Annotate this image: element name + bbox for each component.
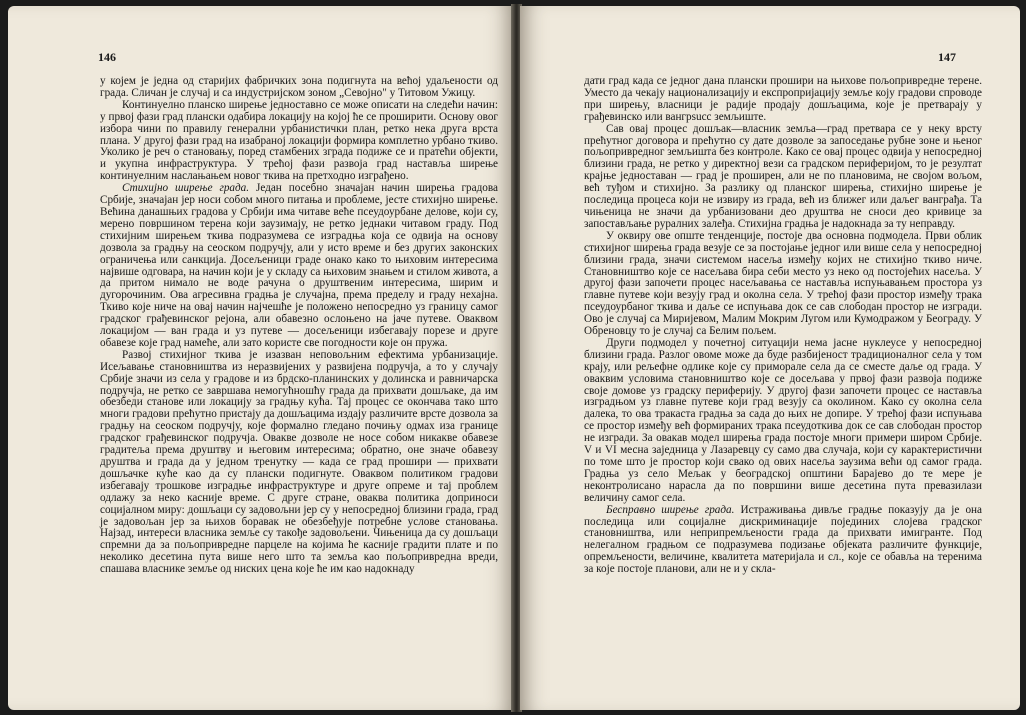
left-paragraph-2: Континуелно планско ширење једноставно се може описати на следећи начин: у првој фази град плански одабира локацију на којој ће се проширити. Основу овог избора чини по правилу генерални урбанистички план, ретко нека друга врста плана. У другој фази град на изабраној локацији формира комплетно урбано ткиво. Уколико је реч о становању, поред стамбених зграда подиже се и пратећи објекти, и укупна инфраструктура. У трећој фази развоја град наставља ширење континуелним наслањањем новог ткива на претходно изграђено.: [100, 98, 498, 183]
right-paragraph-2: Сав овај процес дошљак—власник земља—град претвара се у неку врсту прећутног договора и прећутно су дате дозволе за запоседање рубне зоне и њеног пољопривредног земљишта без контроле. Како се овај процес одвија у непосредној близини града, не ретко у директној вези са градском периферијом, то је резултат крајње једноставан — град је проширен, али не по плановима, не својом вољом, већ туђом и стихијно. За разлику од планског ширења, стихијно ширење је последица процеса који не извиру из града, већ из ближег или даљег вангрaђа. Та чињеница не значи да урбанизовани део друштва не сноси део кривице за запостављање руралних залеђа. Стихијна градња је надокнада за ту неправду.: [584, 122, 982, 230]
left-paragraph-1: у којем је једна од старијих фабричких зона подигнута на већој удаљености од града. Сличан је случај и са индустријском зоном „Севојно" у Титовом Ужицу.: [100, 75, 498, 99]
section-heading-besparvno: Бесправно ширење града.: [606, 503, 735, 516]
left-paragraph-3-text: Један посебно значајан начин ширења градова Србије, значајан јер носи собом много питања и проблеме, јесте стихијно ширење. Већина данашњих градова у Србији има читаве веће псеудоурбане делове, који су, мерено површином терена који заузимају, не ретко једнаки читавом граду. Под стихијним ширењем ткива подразумева се изградња која се одвија на основу дозвола за градњу на сеоском подручју, али у исто време и без других законских ограничења или санкција. Досељеници граде онако како то њиховим интересима највише одговара, на начин који је у складу са њиховим знањем и стилом живота, а да притом нимало не воде рачуна о друштвеним интересима, ширим и дугорочиним. Ова агресивна градња је случајна, према пределу и граду нехајна. Ткиво које ниче на овај начин најчешће је положено непосредно уз границу самог градског грађевинског рејона, али обавезно ослоњено на јаче путеве. Оваквом локацијом — ван града и уз путеве — досељеници избегавају порезе и друге обавезе које град намеће, али зато користе све погодности које он пружа.: [100, 182, 498, 349]
left-page-number: 146: [98, 50, 116, 64]
left-page-body: [100, 76, 498, 576]
right-page-body: [584, 76, 982, 576]
right-paragraph-1: дати град када се једног дана плански прошири на њихове пољопривредне терене. Уместо да чекају национализацију и експропријацију земље коју градови спроводе при ширењу, власници је радије продају дошљацима, које је претварају у грађевинско или вангрsucc земљиште.: [584, 75, 982, 123]
section-heading-stihijno: Стихијно ширење града.: [122, 182, 250, 195]
right-paragraph-5: [584, 505, 982, 576]
left-page: [8, 6, 513, 710]
left-paragraph-3: [100, 183, 498, 350]
right-paragraph-3: У оквиру ове опште тенденције, постоје два основна подмодела. Први облик стихијног ширења града везује се за постојање једног или више села у непосредној близини града, значи системом насеља између којих не стихијно ткиво ниче. Становништво које се насељава бира себи место уз неко од постојећих насеља. У другој фази започети процес насељавања се наставља испуњавањем простора уз главне путеве који везују град и околна села. У трећој фази простор између трака псеудоурбаног ткива и даље се испуњава док се сав слободан простор не изгради. Ово је случај са Миријевом, Малим Мокрим Лугом или Кумодражом у Београду. У Обреновцу то је случај са Белим пољем.: [584, 229, 982, 338]
right-page-number: 147: [938, 50, 956, 64]
right-page: [520, 6, 1020, 710]
right-paragraph-4: Други подмодел у почетној ситуацији нема јасне нуклеусе у непосредној близини града. Разлог овоме може да буде разбијеност традиционалног села у том крају, или рељефне одлике које су приморале села да се сместе даље од града. У оваквим условима становништво које се досељава у првој фази развоја подиже своје домове уз градску периферију. У другој фази започети процес се наставља изградњом уз главне путеве који град везују са околином. Како су околна села далека, то ова тракаста градња за сада до њих не допире. У трећој фази испуњава се простор између већ формираних трака псеудоткива док се сав слободан простор не изгради. За овакав модел ширења града постоје многи примери широм Србије. V и VI месна заједница у Лазаревцу су само два случаја, који су карактеристични по томе што је простор који свако од ових насеља заузима већи од самог града. Градња уз село Мељак у београдској општини Барајево до те мере је неконтролисано нарасла да по површини више десетина пута превазилази величину самог села.: [584, 336, 982, 504]
left-paragraph-4: Развој стихијног ткива је изазван неповољним ефектима урбанизације. Исељавање становништва из неразвијених у развијена подручја, а то у случају Србије значи из села у градове и из брдско-планинских у долинска и равничарска подручја, не ретко се завршава немогућношћу града да прихвати дошљаке, да им обезбеди станове или локацију за градњу кућа. Тај процес се окончава тако што многи градови прећутно пристају да дошљацима издају различите врсте дозвола за градњу на сеоском подручју, које формално гледано почињу одмах иза границе градског грађевинског подручја. Овакве дозволе не носе собом никакве обавезе градитеља према друштву и његовим интересима; обратно, оне значе обавезу друштва и града да у једном тренутку — када се град прошири — прихвати дошљачке куће као да су плански подигнуте. Оваквом политиком градови избегавају трошкове изградње инфраструктуре и друге опреме и тај проблем одлажу за нeко касније време. С друге стране, оваква политика доприноси социјалном миру: дошљаци су задовољни јер су у непосредној близини града, град је задовољан јер за њихов боравак не обезбеђује потребне услове становања. Најзад, интереси власника земље су такође задовољени. Чињеница да су дошљаци спремни да за пољопривредне парцеле на којима ће касније градити плате и по неколико десетина пута више него што та земља као пољопривредна вреди, спашава власнике земље од ниских цена које ће им као надокнаду: [100, 348, 498, 576]
right-paragraph-5-text: Истраживања дивље градње показују да је она последица или социјалне дискриминације појединих слојева градског становништва, или неприпремљености града да прихвати имигранте. Под нелегалном градњом се подразумева подизање објеката различите функције, опремљености, величине, квалитета материјала и сл., које се обавља на теренима за које постоје планови, али не и у скла-: [584, 503, 983, 576]
